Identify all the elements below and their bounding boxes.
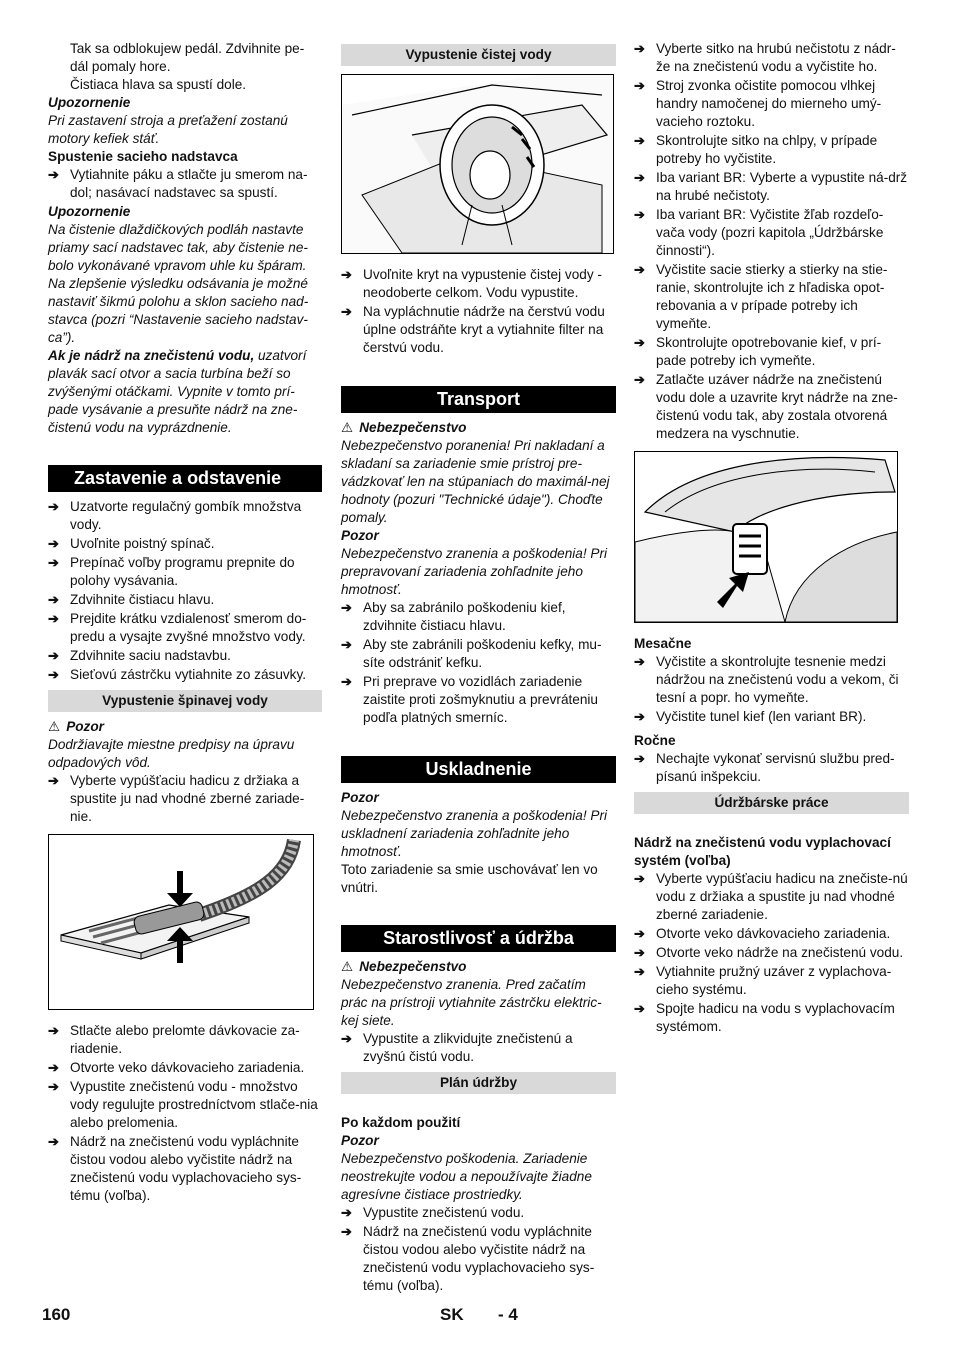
column-left <box>48 40 322 1206</box>
caution-title: Pozor <box>341 790 379 805</box>
column-right <box>634 40 909 1037</box>
list-item: ➔ Vyberte vypúšťaciu hadicu z držiaka a spustite ju nad vhodné zberné zariade-nie. <box>48 772 322 826</box>
subheading: Ročne <box>634 733 676 748</box>
text-line: Čistiaca hlava sa spustí dole. <box>70 77 247 92</box>
list-item: ➔ Prepínač voľby programu prepnite do polohy vysávania. <box>48 554 322 590</box>
note-title: Upozornenie <box>48 204 131 219</box>
note-text <box>48 347 322 437</box>
list-item: ➔ Vypustite znečistenú vodu - množstvo vody regulujte prostredníctvom stlače-nia alebo prelomenia. <box>48 1078 322 1132</box>
subheading: Po každom použití <box>341 1115 461 1130</box>
list-item: ➔ Uvoľnite kryt na vypustenie čistej vody - neodoberte celkom. Vodu vypustite. <box>341 266 616 302</box>
list <box>48 498 322 684</box>
caution-title: Pozor <box>341 1133 379 1148</box>
warning-icon: ⚠ <box>341 420 354 435</box>
subsection-heading: Vypustenie čistej vody <box>341 44 616 66</box>
list-item: ➔ Pri preprave vo vozidlách zariadenie zaistite proti zošmyknutiu a prevráteniu podľa platných smerníc. <box>341 673 616 727</box>
subsection-heading: Plán údržby <box>341 1072 616 1094</box>
list-item: ➔ Na vypláchnutie nádrže na čerstvú vodu úplne odstráňte kryt a vytiahnite filter na čerstvú vodu. <box>341 303 616 357</box>
list <box>634 40 909 443</box>
list-item: ➔ Vypustite a zlikvidujte znečistenú a zvyšnú čistú vodu. <box>341 1030 616 1066</box>
list-item: ➔ Vypustite znečistenú vodu. <box>341 1204 616 1222</box>
list-item: ➔ Skontrolujte opotrebovanie kief, v prí-pade potreby ich vymeňte. <box>634 334 909 370</box>
list-item: ➔ Spojte hadicu na vodu s vyplachovacím systémom. <box>634 1000 909 1036</box>
figure-fresh-water-cap <box>341 74 614 254</box>
list <box>634 653 909 726</box>
warning-icon: ⚠ <box>48 719 61 734</box>
column-middle <box>341 40 616 1296</box>
list-item: ➔ Vyčistite a skontrolujte tesnenie medzi nádržou na znečistenú vodu a vekom, či tesní a popr. ho vymeňte. <box>634 653 909 707</box>
subheading: Spustenie sacieho nadstavca <box>48 149 238 164</box>
caution-text: Dodržiavajte miestne predpisy na úpravu odpadových vôd. <box>48 737 295 770</box>
list-item: ➔ Iba variant BR: Vyčistite žľab rozdeľo-vača vody (pozri kapitola „Údržbárske činnosti“). <box>634 206 909 260</box>
list-item: ➔ Nádrž na znečistenú vodu vypláchnite čistou vodou alebo vyčistite nádrž na znečistenú vodu vyplachovacieho sys-tému (voľba). <box>48 1133 322 1205</box>
section-heading: Uskladnenie <box>341 756 616 783</box>
list <box>48 1022 322 1205</box>
list-item: ➔ Vytiahnite páku a stlačte ju smerom na-dol; nasávací nadstavec sa spustí. <box>48 166 322 202</box>
list-item: ➔ Zdvihnite čistiacu hlavu. <box>48 591 322 609</box>
list <box>634 870 909 1036</box>
list-item: ➔ Vytiahnite pružný uzáver z vyplachova-cieho systému. <box>634 963 909 999</box>
danger-text: Nebezpečenstvo zranenia. Pred začatím prác na prístroji vytiahnite zástrčku elektric-kej siete. <box>341 977 602 1028</box>
list <box>341 1204 616 1295</box>
list-item: ➔ Zdvihnite saciu nadstavbu. <box>48 647 322 665</box>
list-item: ➔ Vyberte vypúšťaciu hadicu na znečiste-nú vodu z držiaka a spustite ju nad vhodné zberné zariadenie. <box>634 870 909 924</box>
caution-text: Nebezpečenstvo zranenia a poškodenia! Pri uskladnení zariadenia zohľadnite jeho hmotnosť. <box>341 808 608 859</box>
danger-title: ⚠ Nebezpečenstvo <box>341 420 467 435</box>
warning-icon: ⚠ <box>341 959 354 974</box>
section-heading: Transport <box>341 386 616 413</box>
danger-title: ⚠ Nebezpečenstvo <box>341 959 467 974</box>
subsection-heading: Údržbárske práce <box>634 792 909 814</box>
text-line: Toto zariadenie sa smie uschovávať len vo vnútri. <box>341 862 598 895</box>
subheading: Nádrž na znečistenú vodu vyplachovací systém (voľba) <box>634 835 891 868</box>
figure-drain-hose <box>48 834 314 1010</box>
list-item: ➔ Stroj zvonka očistite pomocou vlhkej handry namočenej do mierneho umý-vacieho roztoku. <box>634 77 909 131</box>
note-bold: Ak je nádrž na znečistenú vodu, <box>48 348 255 363</box>
list-item: ➔ Nádrž na znečistenú vodu vypláchnite čistou vodou alebo vyčistite nádrž na znečistenú vodu vyplachovacieho sys-tému (voľba). <box>341 1223 616 1295</box>
note-title: Upozornenie <box>48 95 131 110</box>
note-rest: uzatvorí plavák sací otvor a sacia turbína beží so zvýšenými otáčkami. Vypnite v tomto prí-pade vysávanie a presuňte nádrž na zne-čistenú vodu na vyprázdnenie. <box>48 348 307 435</box>
note-text: Pri zastavení stroja a preťažení zostanú motory kefiek stáť. <box>48 113 288 146</box>
list-item: ➔ Zatlačte uzáver nádrže na znečistenú vodu dole a uzavrite kryt nádrže na zne-čistenú vodu tak, aby zostala otvorená medzera na vyschnutie. <box>634 371 909 443</box>
caution-text: Nebezpečenstvo poškodenia. Zariadenie neostrekujte vodou a nepoužívajte žiadne agresívne čistiace prostriedky. <box>341 1151 592 1202</box>
list <box>634 750 909 786</box>
list-item: ➔ Uvoľnite poistný spínač. <box>48 535 322 553</box>
list-item: ➔ Prejdite krátku vzdialenosť smerom do-predu a vysajte zvyšné množstvo vody. <box>48 610 322 646</box>
language-code: SK <box>440 1305 464 1324</box>
list-item: ➔ Skontrolujte sitko na chlpy, v prípade potreby ho vyčistite. <box>634 132 909 168</box>
section-heading: Zastavenie a odstavenie <box>48 465 322 492</box>
text-line: Tak sa odblokujew pedál. Zdvihnite pe-dál pomaly hore. <box>70 41 305 74</box>
caution-text: Nebezpečenstvo zranenia a poškodenia! Pri prepravovaní zariadenia zohľadnite jeho hmotnosť. <box>341 546 608 597</box>
section-heading: Starostlivosť a údržba <box>341 925 616 952</box>
section-number: - 4 <box>498 1305 518 1324</box>
caution-title: Pozor <box>341 528 379 543</box>
list-item: ➔ Nechajte vykonať servisnú službu pred-písanú inšpekciu. <box>634 750 909 786</box>
list <box>341 266 616 357</box>
page-number: 160 <box>42 1305 71 1324</box>
list <box>341 599 616 727</box>
list-item: ➔ Sieťovú zástrčku vytiahnite zo zásuvky. <box>48 666 322 684</box>
list-item: ➔ Uzatvorte regulačný gombík množstva vody. <box>48 498 322 534</box>
list-item: ➔ Iba variant BR: Vyberte a vypustite ná-drž na hrubé nečistoty. <box>634 169 909 205</box>
list-item: ➔ Vyčistite sacie stierky a stierky na stie-ranie, skontrolujte ich z hľadiska opot-rebovania a v prípade potreby ich vymeňte. <box>634 261 909 333</box>
list-item: ➔ Aby ste zabránili poškodeniu kefky, mu-síte odstrániť kefku. <box>341 636 616 672</box>
subsection-heading: Vypustenie špinavej vody <box>48 690 322 712</box>
caution-title: ⚠ Pozor <box>48 719 104 734</box>
figure-tank-closure <box>634 451 898 623</box>
list-item: ➔ Vyberte sitko na hrubú nečistotu z nádr-že na znečistenú vodu a vyčistite ho. <box>634 40 909 76</box>
list-item: ➔ Aby sa zabránilo poškodeniu kief, zdvihnite čistiacu hlavu. <box>341 599 616 635</box>
list-item: ➔ Otvorte veko dávkovacieho zariadenia. <box>634 925 909 943</box>
subheading: Mesačne <box>634 636 692 651</box>
list-item: ➔ Vyčistite tunel kief (len variant BR). <box>634 708 909 726</box>
list-item: ➔ Stlačte alebo prelomte dávkovacie za-riadenie. <box>48 1022 322 1058</box>
list-item: ➔ Otvorte veko nádrže na znečistenú vodu. <box>634 944 909 962</box>
note-text: Na čistenie dlaždičkových podláh nastavte priamy sací nadstavec tak, aby čistenie ne-bolo vykonávané vpravom uhle ku špáram. Na zlepšenie výsledku odsávania je možné nastaviť šikmú polohu a sklon sacieho nad-stavca (pozri “Nastavenie sacieho nadstav-ca”). <box>48 222 309 345</box>
list-item: ➔ Otvorte veko dávkovacieho zariadenia. <box>48 1059 322 1077</box>
danger-text: Nebezpečenstvo poranenia! Pri nakladaní a skladaní sa zariadenie smie prístroj pre-vádzkovať len na stúpaniach do maximál-nej hodnoty (pozuri "Technické údaje"). Choďte pomaly. <box>341 438 610 525</box>
